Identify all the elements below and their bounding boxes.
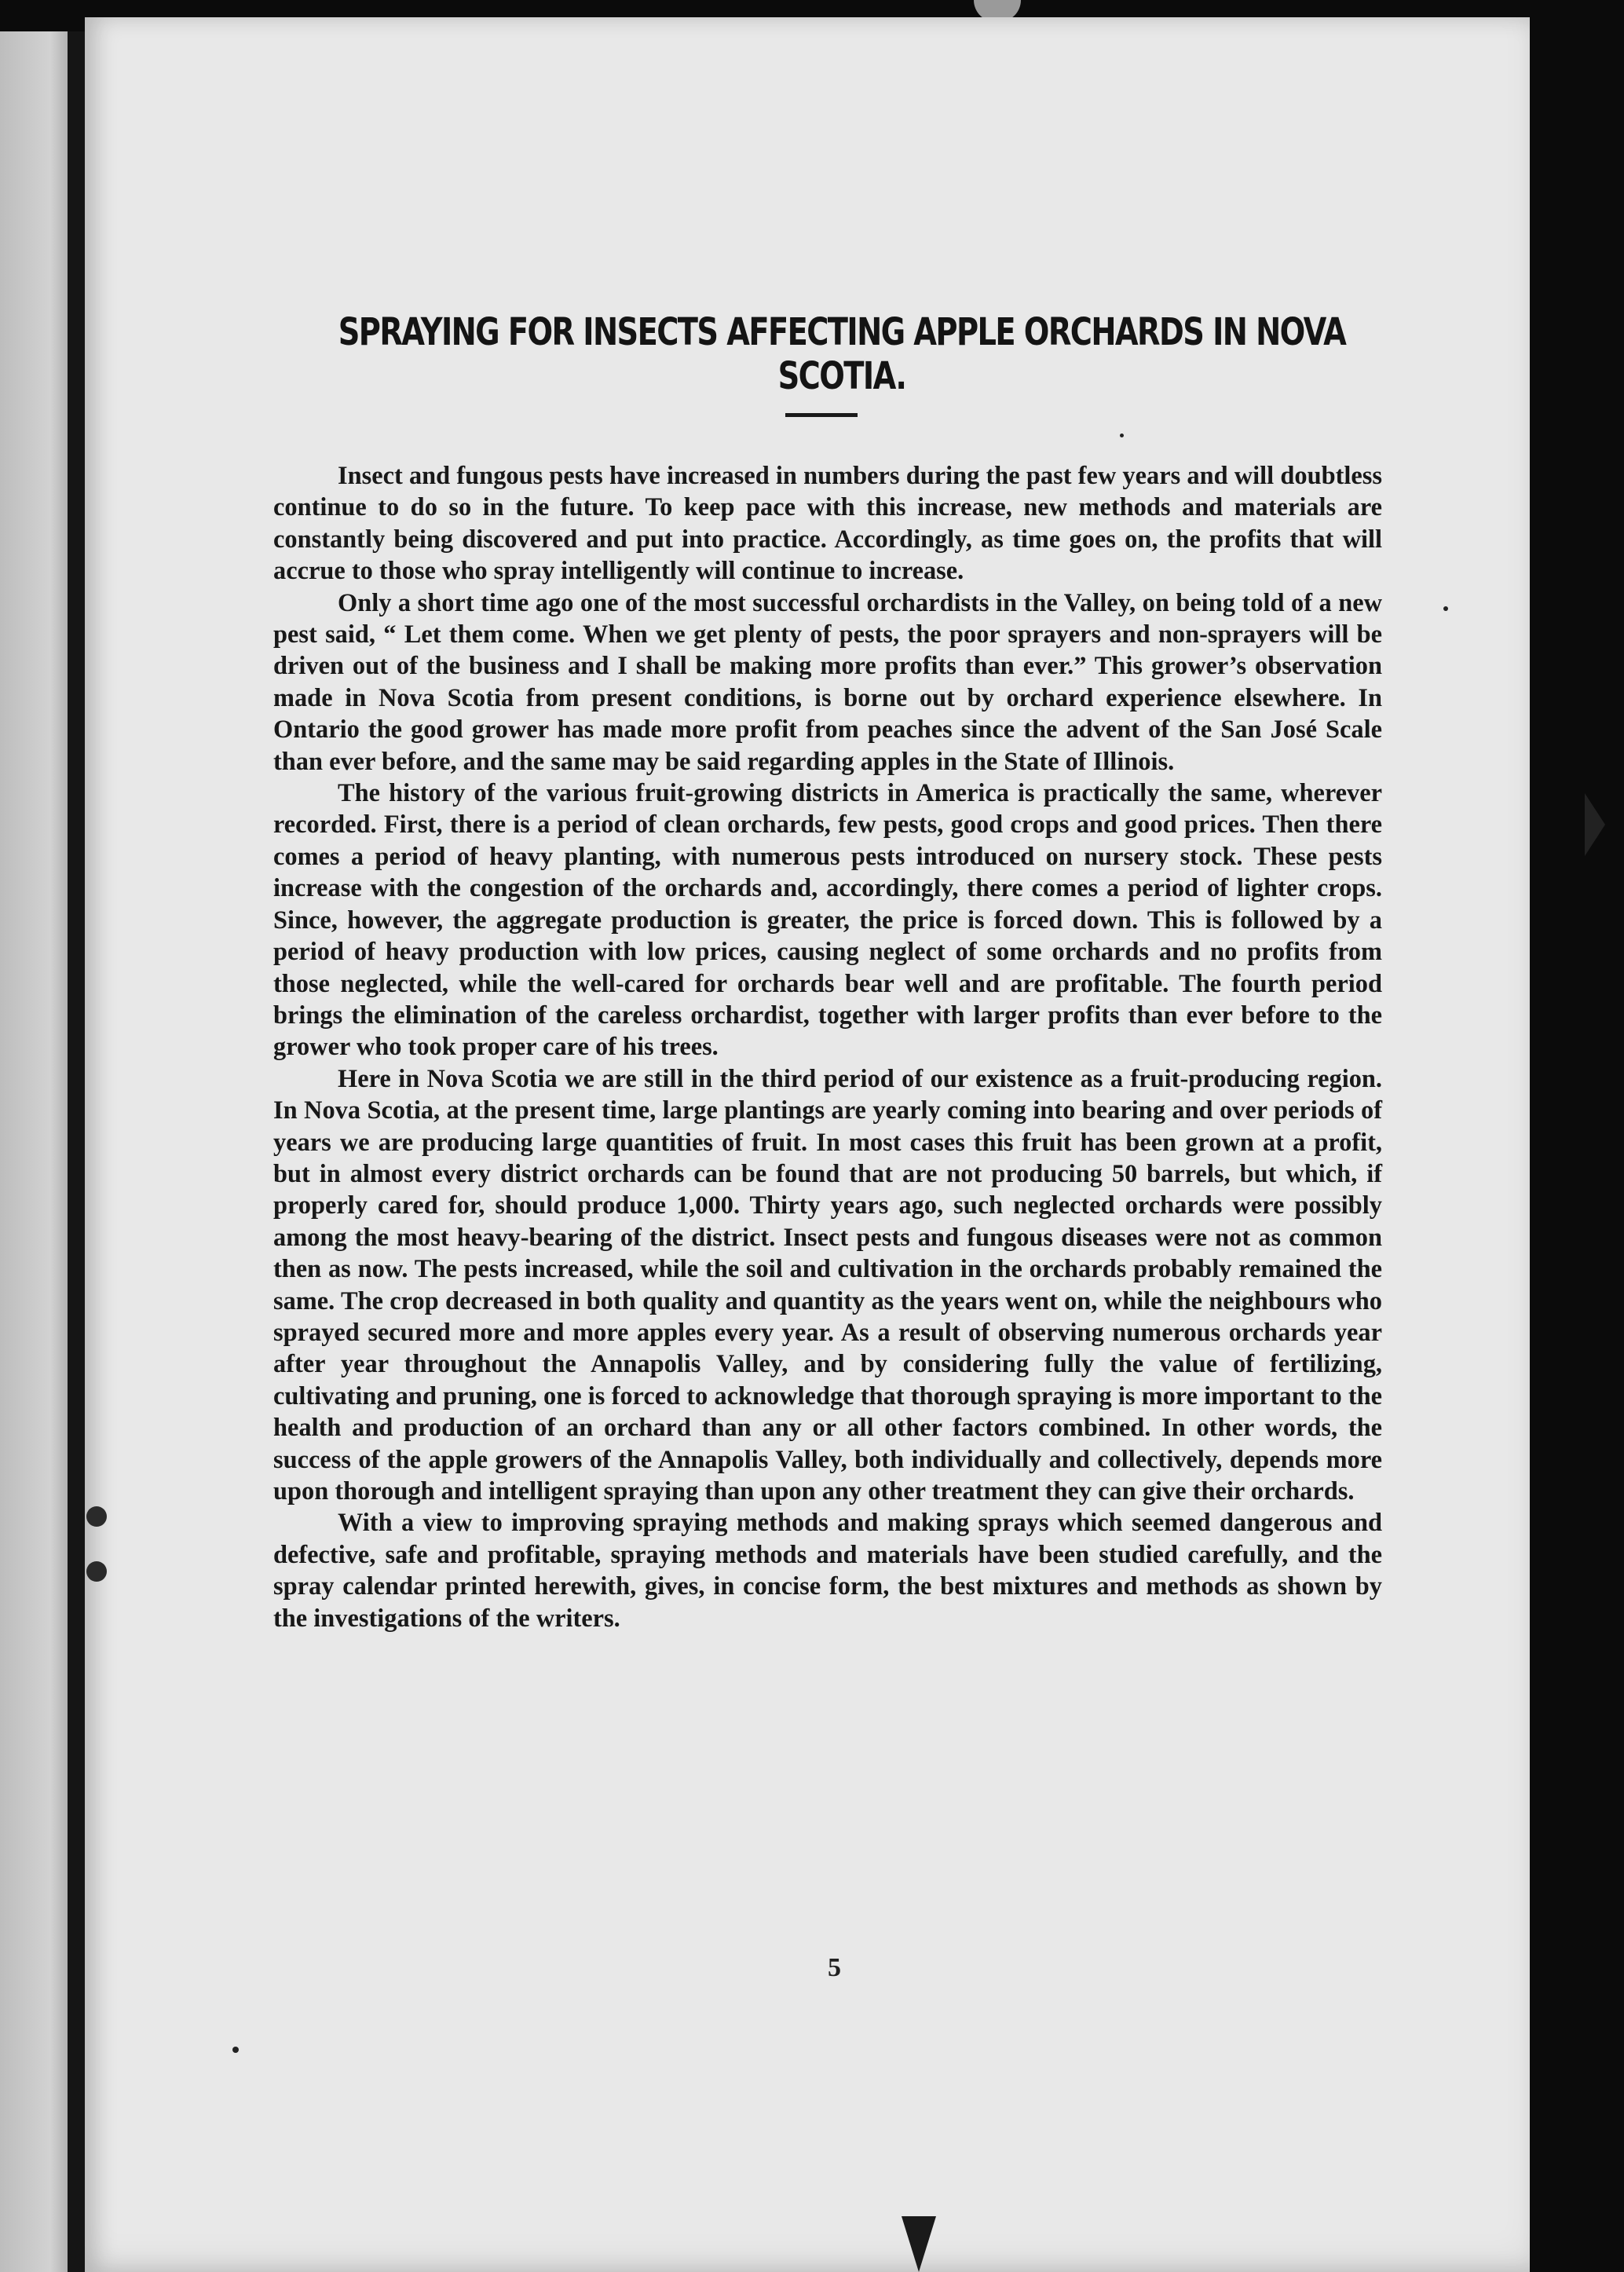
page-edge-mark — [1585, 793, 1605, 856]
paragraph: Insect and fungous pests have increased in numbers during the past few years and will doubtless continue to do so in the future. To keep pace with this increase, new methods and materials are constantly being discovered and put into practice. Accordingly, as time goes on, the profits that will accrue to those who spray intelligently will continue to increase. — [273, 462, 1382, 586]
facing-page-edge — [0, 31, 72, 2272]
speck — [1443, 606, 1448, 611]
binding-hole — [86, 1561, 107, 1582]
paragraph: The history of the various fruit-growing districts in America is practically the same, wherever recorded. First, there is a period of clean orchards, few pests, good crops and good prices. Then there comes a period of heavy planting, with numerous pests introduced on nursery stock. These pests increase with the congestion of the orchards and, accordingly, there comes a period of lighter crops. Since, however, the aggregate production is greater, the price is forced down. This is followed by a period of heavy production with low prices, causing neglect of some orchards and no profits from those neglected, while the well-cared for orchards bear well and are profitable. The fourth period brings the elimination of the careless orchardist, together with larger profits than ever before to the grower who took proper care of his trees. — [273, 779, 1382, 1062]
page-title: SPRAYING FOR INSECTS AFFECTING APPLE ORCHARDS IN NOVA SCOTIA. — [338, 310, 1346, 398]
binding-hole — [86, 1506, 107, 1527]
page-number: 5 — [828, 1953, 841, 1982]
speck — [1120, 434, 1124, 437]
paragraph: Here in Nova Scotia we are still in the third period of our existence as a fruit-producing region. In Nova Scotia, at the present time, large plantings are yearly coming into bearing and over periods of years we are producing large quantities of fruit. In most cases this fruit has been grown at a profit, but in almost every district orchards can be found that are not producing 50 barrels, but which, if properly cared for, should produce 1,000. Thirty years ago, such neglected orchards were possibly among the most heavy-bearing of the district. Insect pests and fungous diseases were not as common then as now. The pests increased, while the soil and cultivation in the orchards probably remained the same. The crop decreased in both quality and quantity as the years went on, while the neighbours who sprayed secured more and more apples every year. As a result of observing numerous orchards year after year throughout the Annapolis Valley, and by considering fully the value of fertilizing, cultivating and pruning, one is forced to acknowledge that thorough spraying is more important to the health and production of an orchard than any or all other factors combined. In other words, the success of the apple growers of the Annapolis Valley, both individually and collectively, depends more upon thorough and intelligent spraying than upon any other treatment they can give their orchards. — [273, 1064, 1382, 1506]
paragraph: Only a short time ago one of the most successful orchardists in the Valley, on being told of a new pest said, “ Let them come. When we get plenty of pests, the poor sprayers and non-sprayers will be driven out of the business and I shall be making more profits than ever.” This grower’s observation made in Nova Scotia from present conditions, is borne out by orchard experience elsewhere. In Ontario the good grower has made more profit from peaches since the advent of the San José Scale than ever before, and the same may be said regarding apples in the State of Illinois. — [273, 588, 1382, 776]
speck — [232, 2047, 239, 2053]
body-text — [273, 460, 1382, 1634]
bottom-edge-mark — [902, 2216, 936, 2272]
title-divider — [785, 413, 858, 417]
paragraph: With a view to improving spraying methods and making sprays which seemed dangerous and defective, safe and profitable, spraying methods and materials have been studied carefully, and the spray calendar printed herewith, gives, in concise form, the best mixtures and methods as shown by the investigations of the writers. — [273, 1509, 1382, 1633]
book-spine — [68, 31, 85, 2272]
